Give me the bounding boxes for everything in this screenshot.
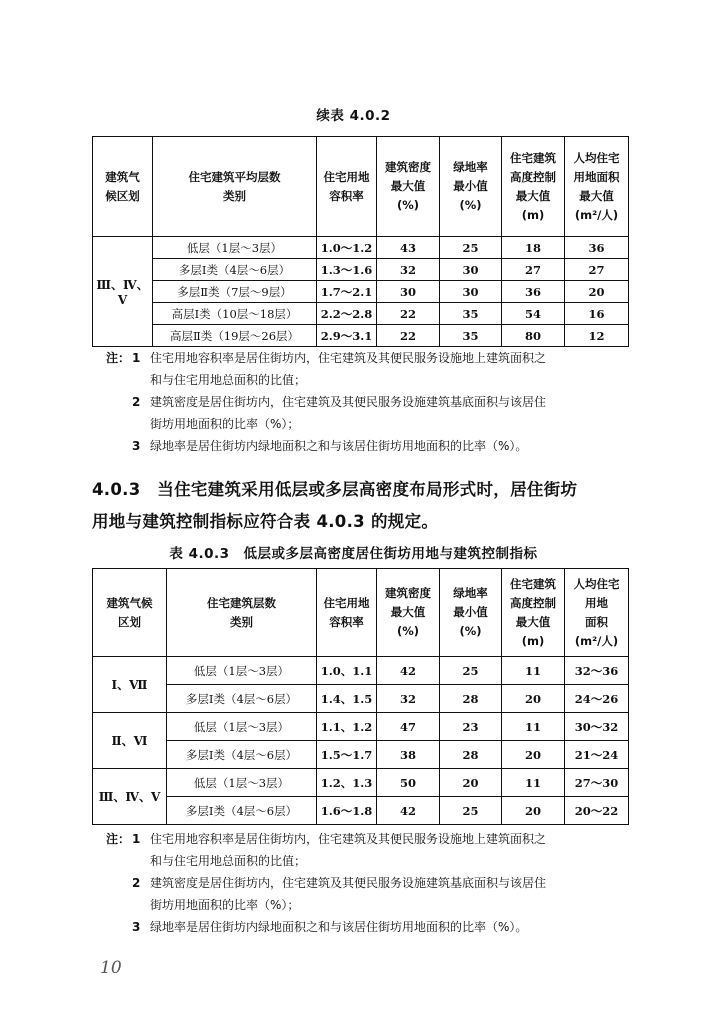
area-per-person-cell: 27 — [565, 259, 629, 281]
far-cell: 1.3～1.6 — [317, 259, 377, 281]
note-text: 建筑密度是居住街坊内，住宅建筑及其便民服务设施建筑基底面积与该居住 — [150, 876, 547, 890]
category-cell: 多层Ⅰ类（4层～6层） — [153, 259, 317, 281]
note-text: 和与住宅用地总面积的比值； — [150, 373, 307, 387]
category-cell: 多层Ⅱ类（7层～9层） — [153, 281, 317, 303]
category-cell: 低层（1层～3层） — [167, 769, 317, 797]
note-item — [92, 391, 632, 435]
far-cell: 1.5～1.7 — [317, 741, 377, 769]
green-ratio-cell: 25 — [440, 237, 502, 259]
green-ratio-cell: 25 — [440, 797, 502, 825]
table-row — [93, 713, 629, 741]
height-cell: 54 — [502, 303, 565, 325]
green-ratio-cell: 35 — [440, 303, 502, 325]
area-per-person-cell: 12 — [565, 325, 629, 347]
height-cell: 36 — [502, 281, 565, 303]
far-cell: 1.7～2.1 — [317, 281, 377, 303]
header-cell: 住宅用地 容积率 — [317, 137, 377, 237]
header-cell: 住宅建筑 高度控制 最大值 (m) — [502, 137, 565, 237]
green-ratio-cell: 35 — [440, 325, 502, 347]
density-cell: 32 — [377, 259, 440, 281]
density-cell: 32 — [377, 685, 440, 713]
note-text: 绿地率是居住街坊内绿地面积之和与该居住街坊用地面积的比率（%）。 — [150, 920, 528, 934]
header-cell: 住宅建筑平均层数 类别 — [153, 137, 317, 237]
area-per-person-cell: 21～24 — [565, 741, 629, 769]
note-item — [92, 435, 632, 457]
header-cell: 人均住宅 用地 面积 (m²/人) — [565, 569, 629, 657]
table-row — [93, 769, 629, 797]
header-cell: 人均住宅 用地面积 最大值 (m²/人) — [565, 137, 629, 237]
section-4-0-3 — [92, 474, 638, 538]
area-per-person-cell: 16 — [565, 303, 629, 325]
height-cell: 20 — [502, 685, 565, 713]
section-text: 4.0.3 当住宅建筑采用低层或多层高密度布局形式时，居住街坊 — [92, 480, 578, 499]
table-notes — [92, 347, 632, 457]
height-cell: 18 — [502, 237, 565, 259]
green-ratio-cell: 25 — [440, 657, 502, 685]
density-cell: 38 — [377, 741, 440, 769]
height-cell: 20 — [502, 797, 565, 825]
note-number: 1 — [132, 832, 141, 846]
height-cell: 80 — [502, 325, 565, 347]
climate-zone-cell: Ⅲ、Ⅳ、Ⅴ — [93, 769, 167, 825]
header-cell: 建筑气 候区划 — [93, 137, 153, 237]
table-row — [93, 657, 629, 685]
table-notes — [92, 828, 632, 938]
table-row — [93, 797, 629, 825]
density-cell: 50 — [377, 769, 440, 797]
note-item — [92, 828, 632, 872]
table-row — [93, 281, 629, 303]
category-cell: 低层（1层～3层） — [153, 237, 317, 259]
note-number: 2 — [132, 876, 141, 890]
far-cell: 1.6～1.8 — [317, 797, 377, 825]
table-row — [93, 303, 629, 325]
note-text: 住宅用地容积率是居住街坊内，住宅建筑及其便民服务设施地上建筑面积之 — [150, 832, 547, 846]
density-cell: 22 — [377, 303, 440, 325]
header-cell: 住宅用地 容积率 — [317, 569, 377, 657]
height-cell: 11 — [502, 713, 565, 741]
density-cell: 43 — [377, 237, 440, 259]
section-text: 用地与建筑控制指标应符合表 4.0.3 的规定。 — [92, 512, 439, 531]
category-cell: 低层（1层～3层） — [167, 713, 317, 741]
far-cell: 1.0～1.2 — [317, 237, 377, 259]
area-per-person-cell: 32～36 — [565, 657, 629, 685]
climate-zone-cell: Ⅰ、Ⅶ — [93, 657, 167, 713]
area-per-person-cell: 24～26 — [565, 685, 629, 713]
far-cell: 1.1、1.2 — [317, 713, 377, 741]
header-cell: 建筑密度 最大值 (%) — [377, 137, 440, 237]
note-label: 注： — [106, 351, 131, 365]
note-label: 注： — [106, 832, 131, 846]
note-item — [92, 347, 632, 391]
category-cell: 多层Ⅰ类（4层～6层） — [167, 797, 317, 825]
climate-zone-cell: Ⅲ、Ⅳ、 Ⅴ — [93, 237, 153, 347]
note-text: 和与住宅用地总面积的比值； — [150, 854, 307, 868]
height-cell: 20 — [502, 741, 565, 769]
table-row — [93, 237, 629, 259]
far-cell: 1.0、1.1 — [317, 657, 377, 685]
density-cell: 42 — [377, 797, 440, 825]
header-cell: 住宅建筑层数 类别 — [167, 569, 317, 657]
green-ratio-cell: 20 — [440, 769, 502, 797]
category-cell: 高层Ⅰ类（10层～18层） — [153, 303, 317, 325]
header-cell: 建筑密度 最大值 (%) — [377, 569, 440, 657]
note-number: 3 — [132, 920, 141, 934]
green-ratio-cell: 23 — [440, 713, 502, 741]
far-cell: 1.4、1.5 — [317, 685, 377, 713]
area-per-person-cell: 20 — [565, 281, 629, 303]
header-cell: 住宅建筑 高度控制 最大值 (m) — [502, 569, 565, 657]
green-ratio-cell: 30 — [440, 281, 502, 303]
note-text: 住宅用地容积率是居住街坊内，住宅建筑及其便民服务设施地上建筑面积之 — [150, 351, 547, 365]
far-cell: 1.2、1.3 — [317, 769, 377, 797]
note-item — [92, 916, 632, 938]
header-cell: 绿地率 最小值 (%) — [440, 137, 502, 237]
climate-zone-cell: Ⅱ、Ⅵ — [93, 713, 167, 769]
density-cell: 47 — [377, 713, 440, 741]
note-item — [92, 872, 632, 916]
table-caption: 表 4.0.3 低层或多层高密度居住街坊用地与建筑控制指标 — [169, 546, 538, 562]
category-cell: 多层Ⅰ类（4层～6层） — [167, 685, 317, 713]
note-number: 2 — [132, 395, 141, 409]
density-cell: 30 — [377, 281, 440, 303]
note-text: 街坊用地面积的比率（%）； — [150, 417, 300, 431]
header-cell: 建筑气候 区划 — [93, 569, 167, 657]
category-cell: 多层Ⅰ类（4层～6层） — [167, 741, 317, 769]
note-text: 绿地率是居住街坊内绿地面积之和与该居住街坊用地面积的比率（%）。 — [150, 439, 528, 453]
far-cell: 2.9～3.1 — [317, 325, 377, 347]
height-cell: 11 — [502, 657, 565, 685]
note-number: 3 — [132, 439, 141, 453]
table-row — [93, 325, 629, 347]
table-row — [93, 259, 629, 281]
area-per-person-cell: 27～30 — [565, 769, 629, 797]
green-ratio-cell: 30 — [440, 259, 502, 281]
table-caption-continued: 续表 4.0.2 — [316, 108, 391, 124]
note-text: 街坊用地面积的比率（%）； — [150, 898, 300, 912]
note-text: 建筑密度是居住街坊内，住宅建筑及其便民服务设施建筑基底面积与该居住 — [150, 395, 547, 409]
area-per-person-cell: 20～22 — [565, 797, 629, 825]
green-ratio-cell: 28 — [440, 741, 502, 769]
table-row — [93, 741, 629, 769]
far-cell: 2.2～2.8 — [317, 303, 377, 325]
density-cell: 42 — [377, 657, 440, 685]
category-cell: 高层Ⅱ类（19层～26层） — [153, 325, 317, 347]
area-per-person-cell: 30～32 — [565, 713, 629, 741]
note-number: 1 — [132, 351, 141, 365]
category-cell: 低层（1层～3层） — [167, 657, 317, 685]
density-cell: 22 — [377, 325, 440, 347]
height-cell: 11 — [502, 769, 565, 797]
header-cell: 绿地率 最小值 (%) — [440, 569, 502, 657]
page-number: 10 — [100, 958, 122, 978]
green-ratio-cell: 28 — [440, 685, 502, 713]
area-per-person-cell: 36 — [565, 237, 629, 259]
table-row — [93, 685, 629, 713]
height-cell: 27 — [502, 259, 565, 281]
low-rise-indicator-table — [92, 568, 629, 825]
indicator-table-continued — [92, 136, 629, 347]
